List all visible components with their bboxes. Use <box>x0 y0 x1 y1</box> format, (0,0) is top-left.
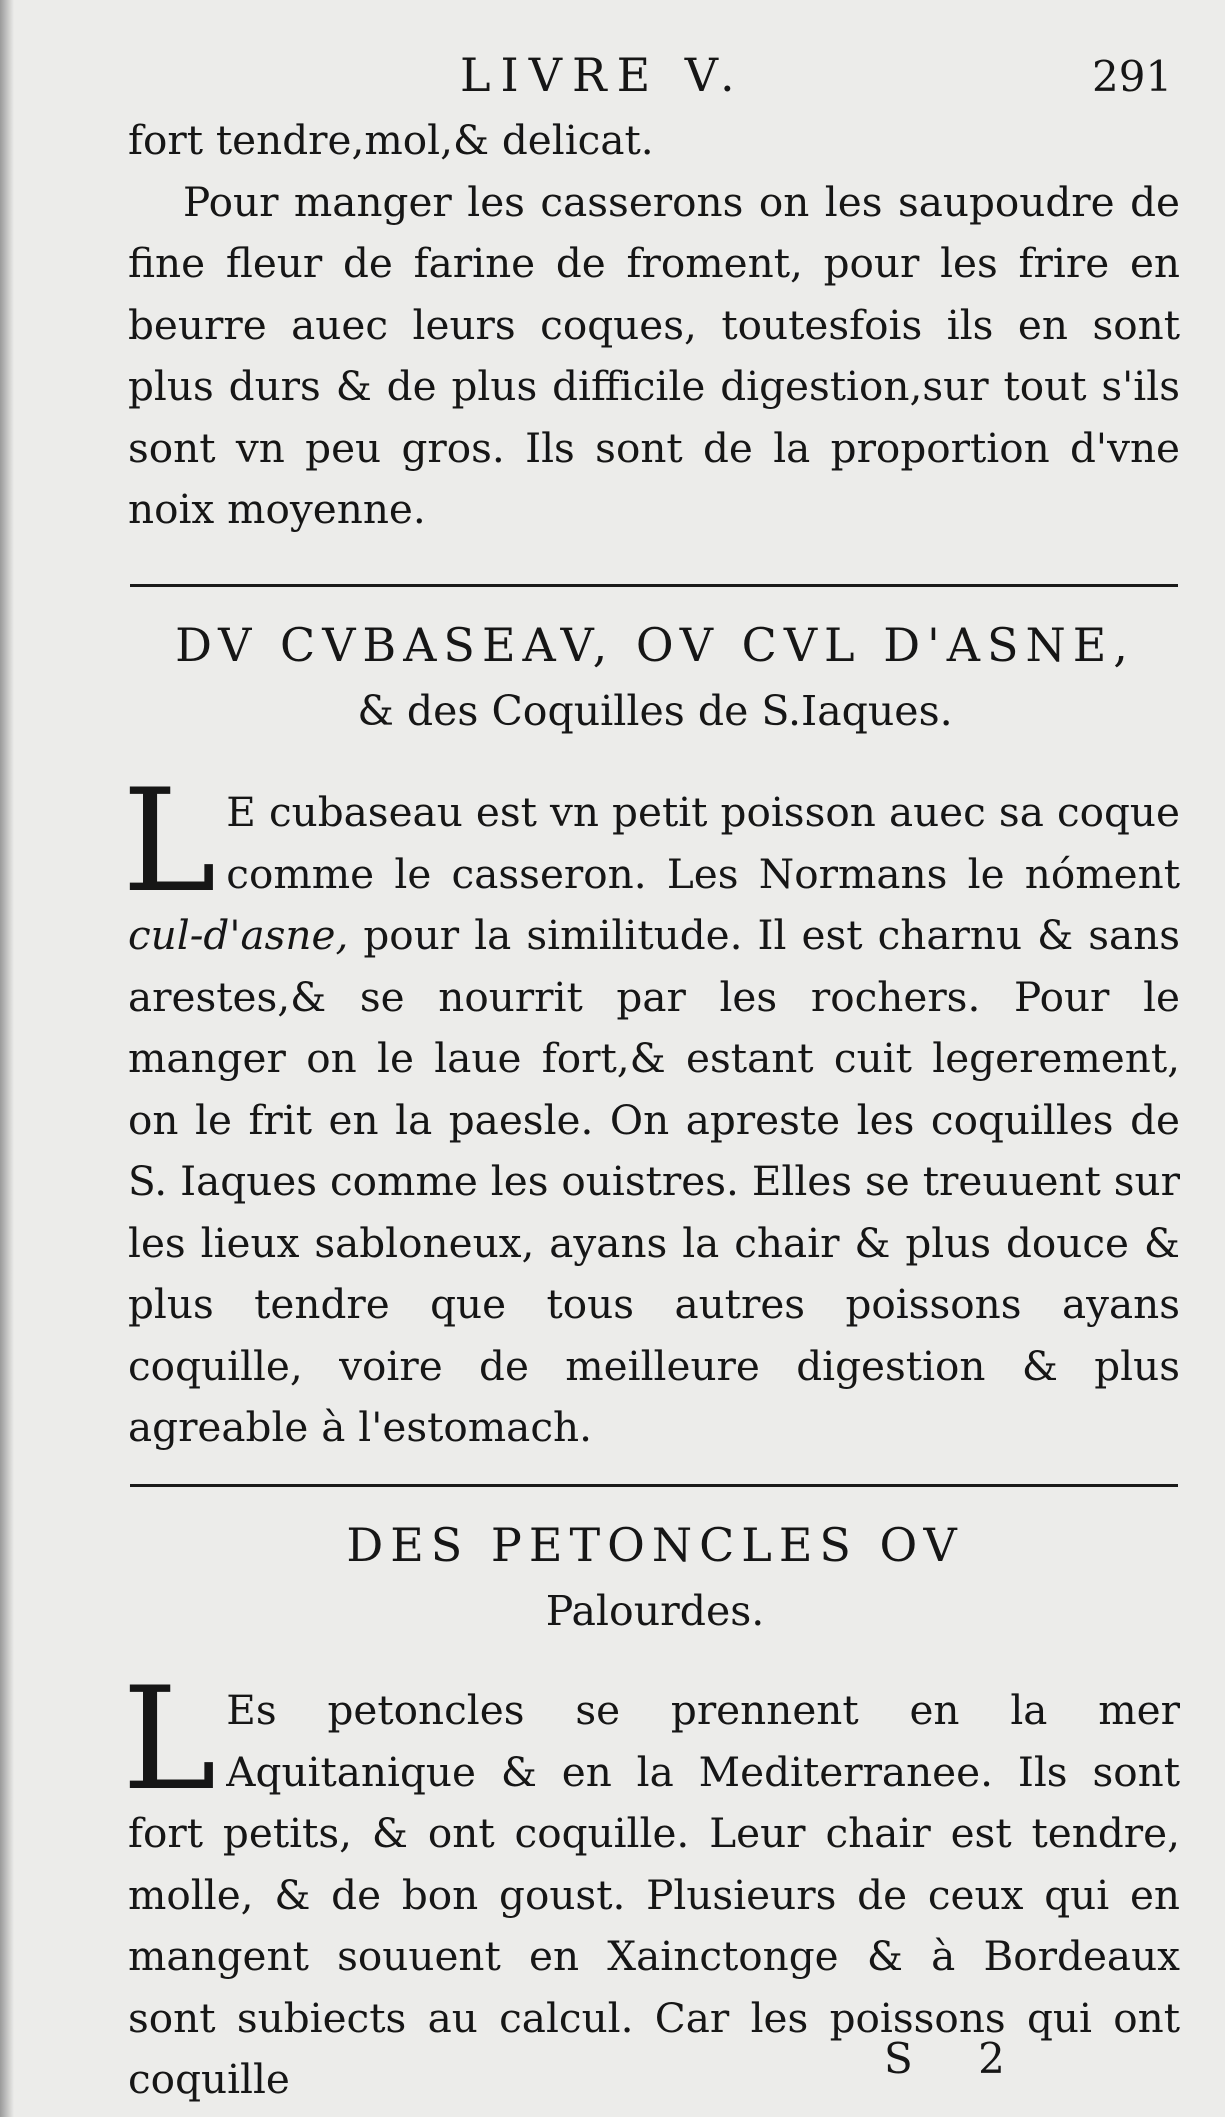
heading-cubaseau-main: DV CVBASEAV, OV CVL D'ASNE, <box>175 618 1135 672</box>
heading-petoncles-main: DES PETONCLES OV <box>346 1518 964 1572</box>
dropcap-l-2: L <box>122 1657 217 1822</box>
heading-cubaseau-sub: & des Coquilles de S.Iaques. <box>357 687 953 735</box>
paragraph-casserons: Pour manger les casserons on les saupoudre de fine fleur de farine de froment, pour les frire en beurre auec leurs coques, toutesfois ils en sont plus durs & de plus difficile digestion,sur tout s'ils sont vn peu gros. Ils sont de la proportion d'vne noix moyenne. <box>128 177 1180 533</box>
running-head <box>0 48 1225 108</box>
paragraph-cubaseau <box>122 759 1180 1459</box>
dropcap-l: L <box>122 759 217 924</box>
signature-mark: S 2 <box>884 2034 1031 2083</box>
section-rule-2 <box>130 1484 1178 1487</box>
section-prev-text <box>128 110 1180 541</box>
page-number: 291 <box>1092 52 1173 101</box>
paragraph-continuation: fort tendre,mol,& delicat. <box>128 116 654 164</box>
heading-cubaseau <box>120 610 1190 742</box>
cubaseau-text-rest: pour la similitude. Il est charnu & sans arestes,& se nourrit par les rochers. Pour le manger on le laue fort,& estant cuit legerement, on le frit en la paesle. On apreste les coquilles de S. Iaques comme les ouistres. Elles se treuuent sur les lieux sabloneux, ayans la chair & plus douce & plus tendre que tous autres poissons ayans coquille, voire de meilleure digestion & plus agreable à l'estomach. <box>128 911 1180 1451</box>
section-cubaseau-text <box>122 759 1180 1459</box>
heading-petoncles <box>120 1510 1190 1642</box>
running-title: LIVRE V. <box>460 48 745 102</box>
heading-petoncles-sub: Palourdes. <box>545 1587 765 1635</box>
section-rule-1 <box>130 584 1178 587</box>
cubaseau-italic-term: cul-d'asne, <box>128 911 349 959</box>
cubaseau-text-start: E cubaseau est vn petit poisson auec sa coque comme le casseron. Les Normans le nóment <box>226 788 1180 898</box>
petoncles-text: Es petoncles se prennent en la mer Aquitanique & en la Mediterranee. Ils sont fort petits, & ont coquille. Leur chair est tendre, molle, & de bon goust. Plusieurs de ceux qui en mangent souuent en Xainctonge & à Bordeaux sont subiects au calcul. Car les poissons qui ont coquille <box>128 1686 1180 2103</box>
page-edge-shadow <box>0 0 14 2117</box>
